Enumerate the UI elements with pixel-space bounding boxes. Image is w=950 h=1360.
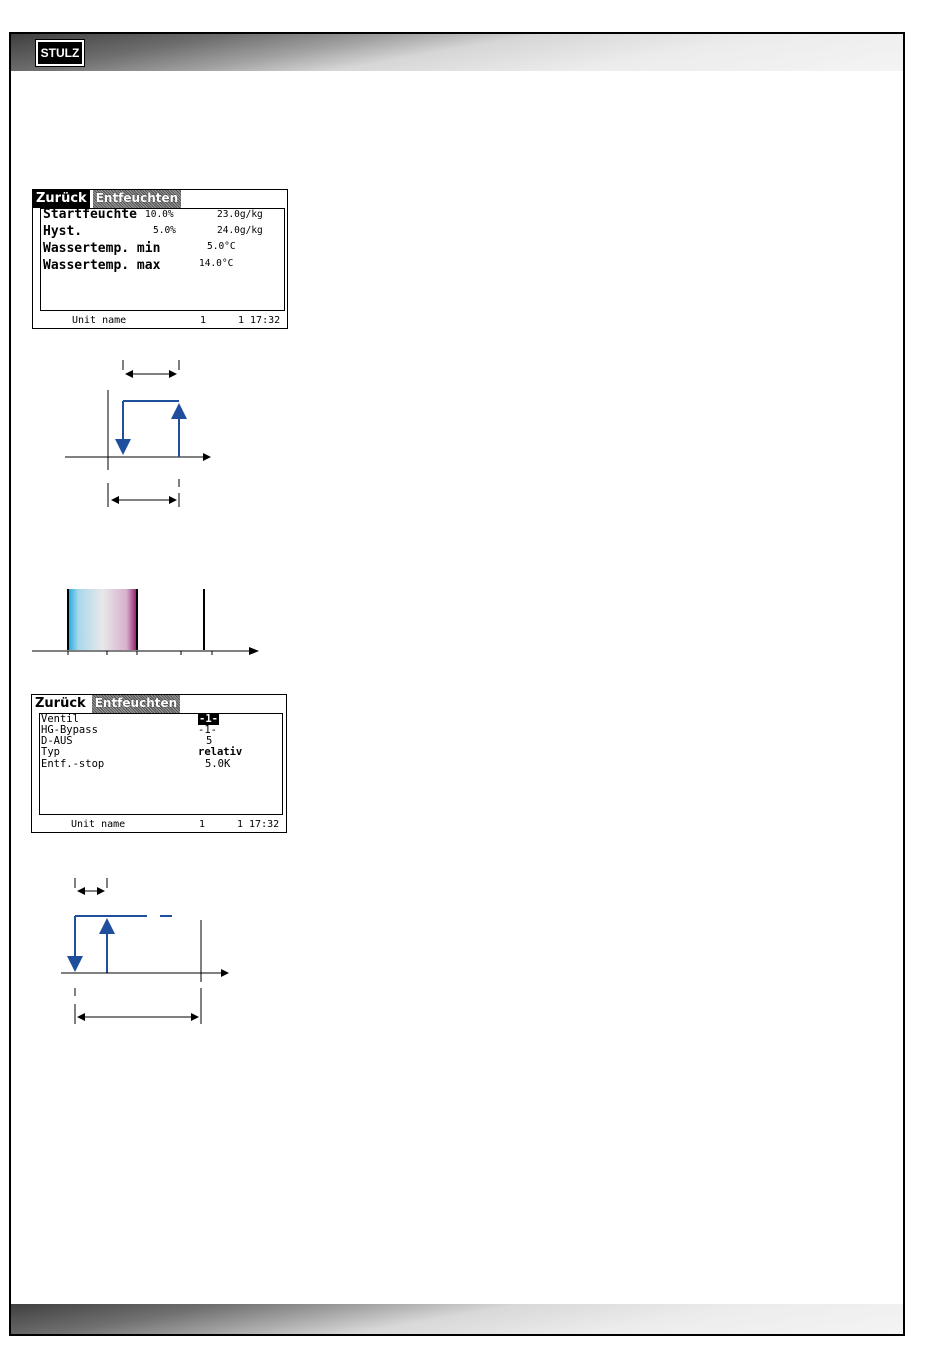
lcd-content (39, 713, 283, 815)
row-value-ventil[interactable]: -1- (199, 713, 218, 725)
header-band (11, 34, 903, 71)
row-value-startfeuchte-percent[interactable]: 10.0% (145, 209, 174, 220)
row-value-wassertemp-min[interactable]: 5.0°C (207, 241, 236, 252)
tab-entfeuchten[interactable]: Entfeuchten (93, 190, 181, 208)
tab-entfeuchten[interactable]: Entfeuchten (92, 695, 180, 713)
status-unit-name: Unit name (71, 819, 126, 830)
lcd-content (40, 208, 285, 311)
stulz-logo (35, 39, 85, 67)
row-value-wassertemp-max[interactable]: 14.0°C (199, 258, 234, 269)
row-label-typ: Typ (41, 746, 60, 758)
status-number: 1 (199, 819, 206, 830)
row-value-typ[interactable]: relativ (198, 746, 243, 758)
hysteresis-diagram-2 (55, 870, 240, 1030)
lcd-screen-ventil (31, 694, 287, 833)
lcd-tabs (33, 190, 181, 208)
lcd-status-bar (32, 817, 286, 832)
tab-back[interactable]: Zurück (33, 190, 90, 208)
status-number: 1 (200, 315, 207, 326)
row-label-ventil: Ventil (41, 713, 79, 725)
lcd-tabs (32, 695, 180, 713)
row-label-entf-stop: Entf.-stop (41, 758, 105, 770)
row-label-wassertemp-min: Wassertemp. min (43, 241, 161, 256)
row-label-d-aus: D-AUS (41, 735, 73, 747)
hysteresis-diagram-1 (60, 355, 220, 515)
footer-band (11, 1304, 903, 1334)
status-unit-name: Unit name (72, 315, 127, 326)
lcd-screen-startfeuchte (32, 189, 288, 329)
row-label-hyst: Hyst. (43, 224, 83, 239)
row-value-hyst-percent[interactable]: 5.0% (153, 225, 176, 236)
row-label-wassertemp-max: Wassertemp. max (43, 258, 161, 273)
row-label-hg-bypass: HG-Bypass (41, 724, 98, 736)
lcd-status-bar (33, 313, 287, 328)
tab-back[interactable]: Zurück (32, 695, 89, 713)
row-value-hyst-abs[interactable]: 24.0g/kg (217, 225, 263, 236)
row-value-startfeuchte-abs[interactable]: 23.0g/kg (217, 209, 263, 220)
temperature-band-diagram (30, 585, 265, 660)
logo-text: STULZ (38, 42, 82, 64)
status-time: 1 17:32 (238, 315, 281, 326)
row-value-hg-bypass[interactable]: -1- (198, 724, 217, 736)
row-value-entf-stop[interactable]: 5.0K (205, 758, 231, 770)
row-value-d-aus[interactable]: 5 (206, 735, 213, 747)
row-label-startfeuchte: Startfeuchte (43, 207, 137, 222)
humidity-band (68, 589, 137, 650)
status-time: 1 17:32 (237, 819, 280, 830)
